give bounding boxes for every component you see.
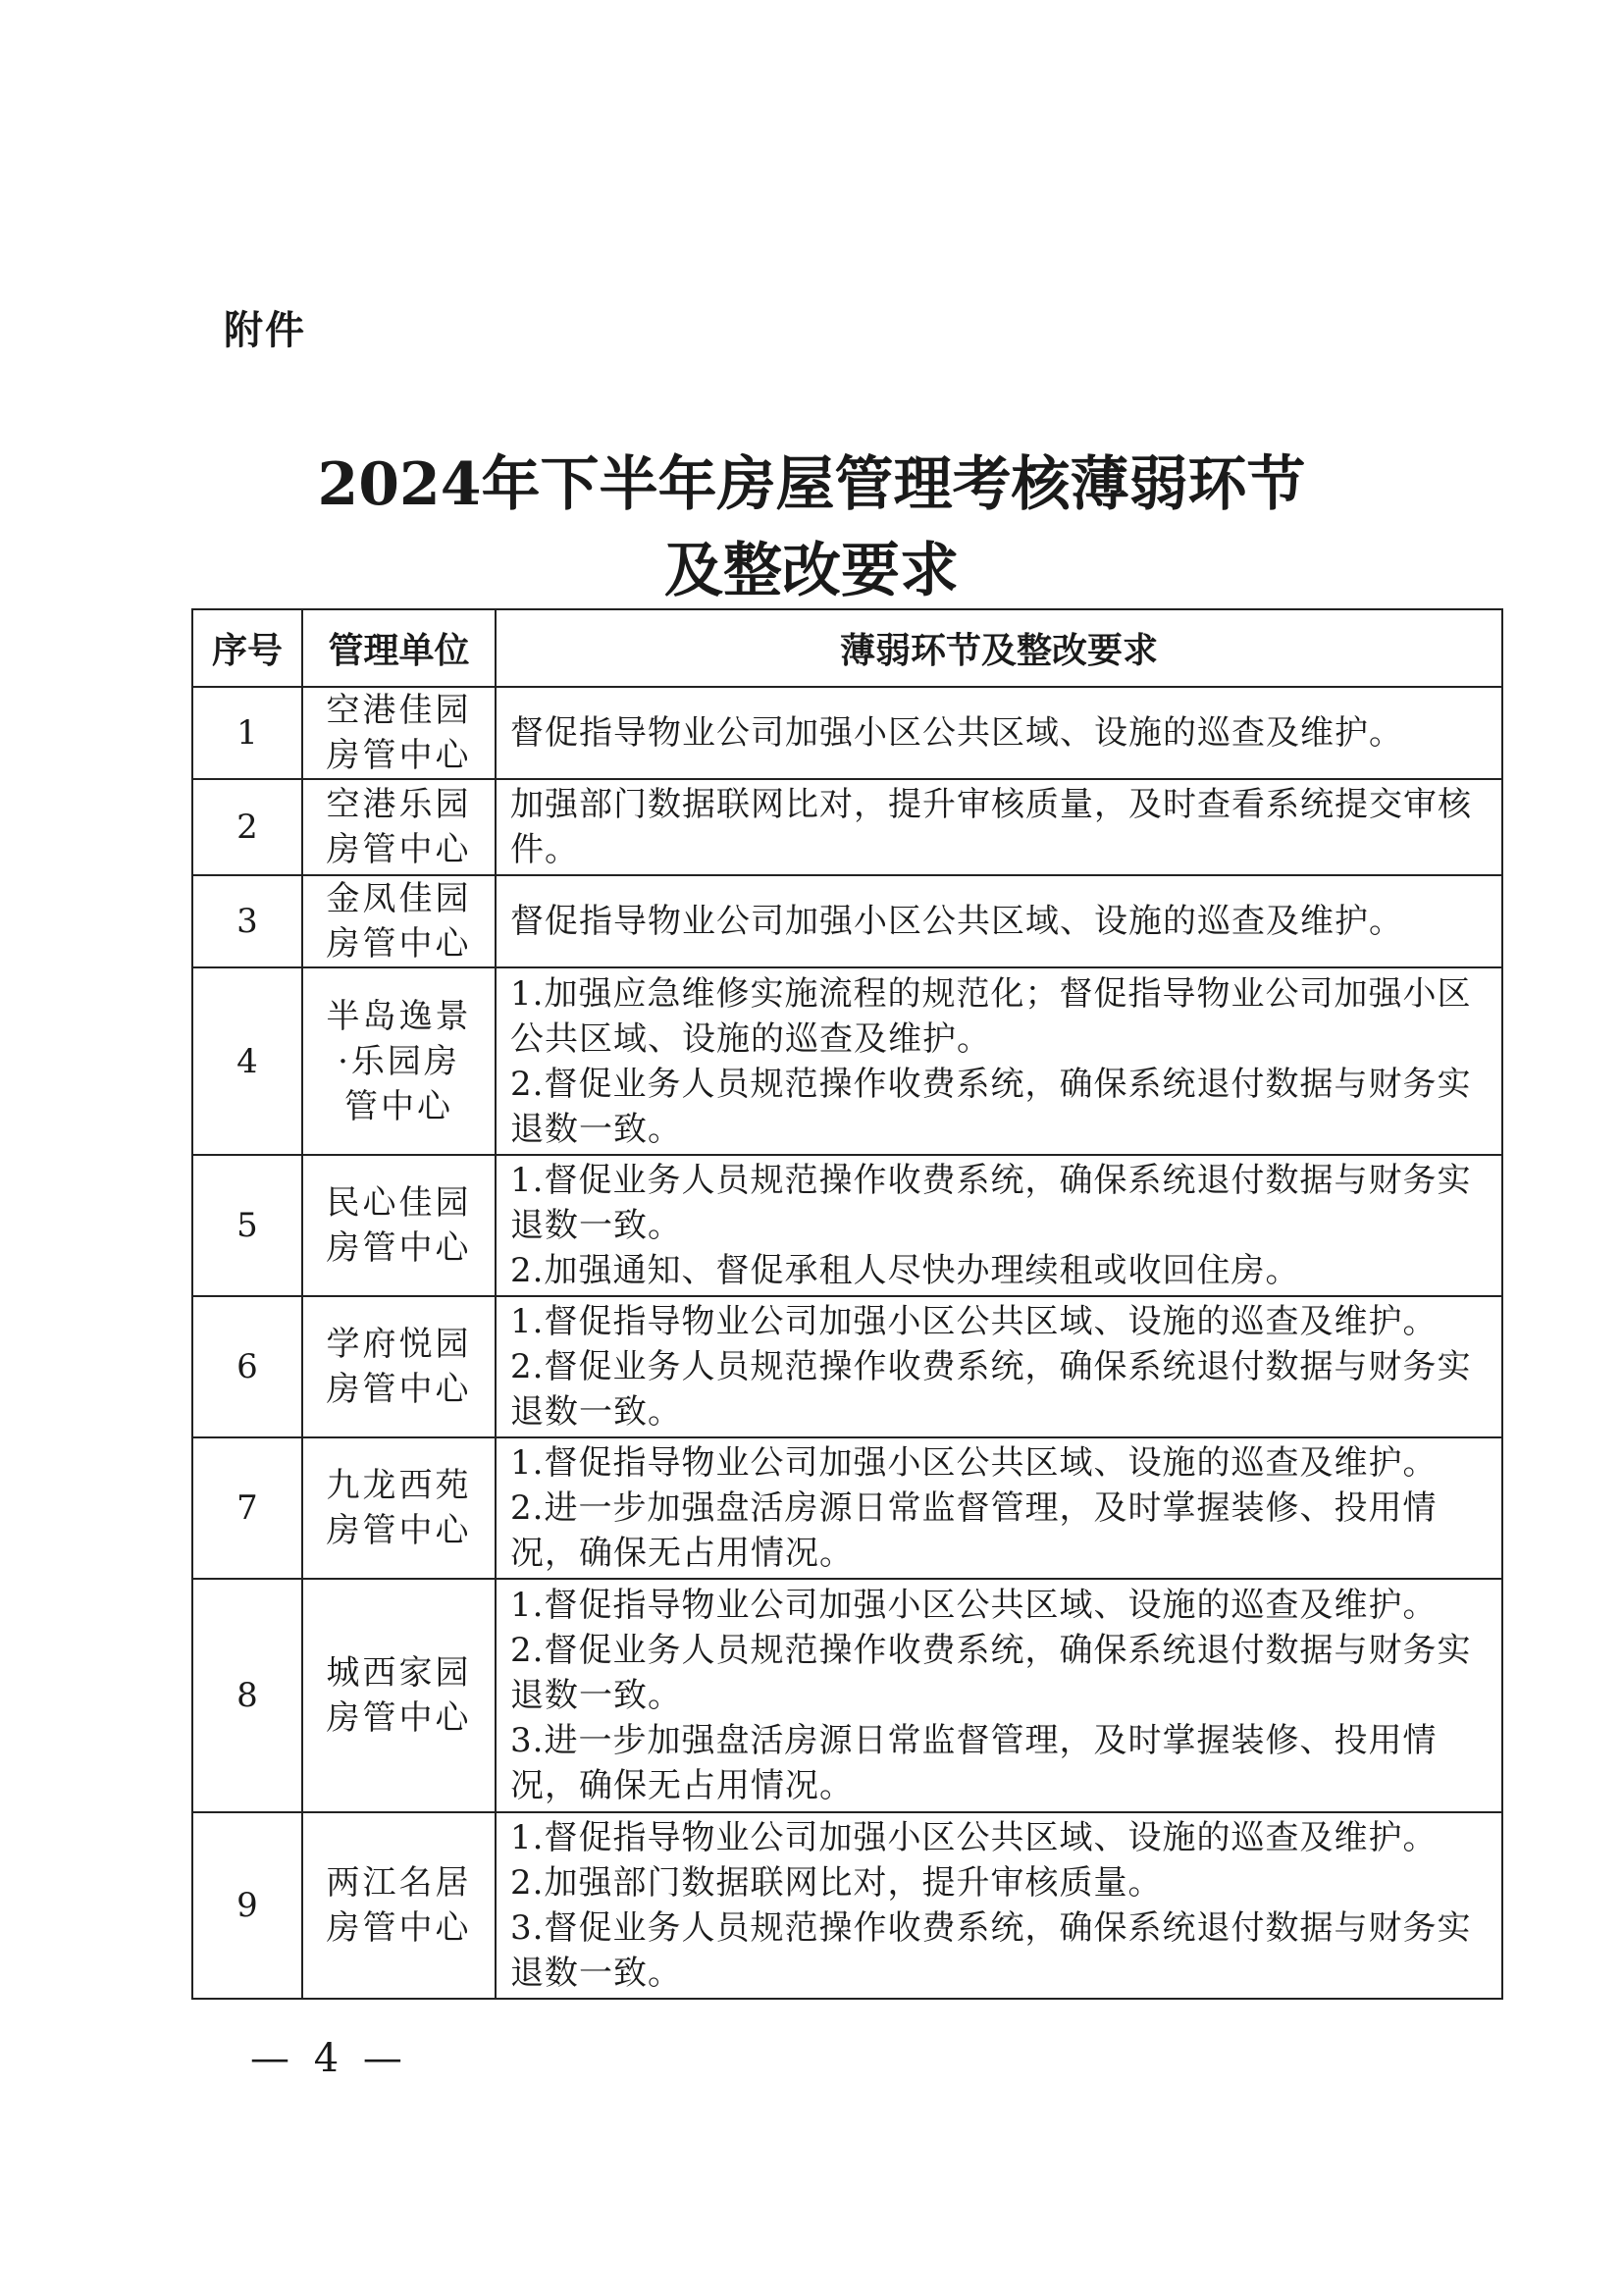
requirements-cell <box>496 1579 1502 1812</box>
unit-line: 房管中心 <box>326 736 472 775</box>
table-row <box>192 1437 1502 1579</box>
management-unit <box>302 687 496 779</box>
unit-line: 房管中心 <box>326 1698 472 1738</box>
row-index: 1 <box>192 687 302 779</box>
document-title <box>0 442 1623 614</box>
table-row <box>192 1155 1502 1296</box>
unit-line: 房管中心 <box>326 1511 472 1550</box>
table-row <box>192 687 1502 779</box>
management-unit <box>302 1296 496 1437</box>
unit-line: 房管中心 <box>326 1370 472 1409</box>
unit-line: 九龙西苑 <box>326 1466 472 1505</box>
requirements-cell <box>496 875 1502 967</box>
requirements-cell <box>496 967 1502 1155</box>
requirement-item: 2.加强部门数据联网比对，提升审核质量。 <box>510 1863 1163 1903</box>
table-row <box>192 1579 1502 1812</box>
requirements-cell <box>496 1296 1502 1437</box>
unit-line: 空港乐园 <box>326 785 472 824</box>
management-unit <box>302 1437 496 1579</box>
assessment-table <box>191 608 1503 2000</box>
unit-line: 半岛逸景 <box>326 996 472 1036</box>
table-row <box>192 1812 1502 1999</box>
requirement-item: 1.督促指导物业公司加强小区公共区域、设施的巡查及维护。 <box>510 1586 1438 1625</box>
unit-line: 房管中心 <box>326 1908 472 1948</box>
row-index: 3 <box>192 875 302 967</box>
requirement-item: 2.督促业务人员规范操作收费系统，确保系统退付数据与财务实退数一致。 <box>510 1631 1472 1715</box>
row-index: 2 <box>192 779 302 875</box>
unit-line: 城西家园 <box>326 1653 472 1693</box>
row-index: 7 <box>192 1437 302 1579</box>
requirement-item: 督促指导物业公司加强小区公共区域、设施的巡查及维护。 <box>510 713 1403 753</box>
requirement-item: 3.进一步加强盘活房源日常监督管理，及时掌握装修、投用情况，确保无占用情况。 <box>510 1721 1438 1805</box>
table-row <box>192 875 1502 967</box>
requirement-item: 2.督促业务人员规范操作收费系统，确保系统退付数据与财务实退数一致。 <box>510 1064 1472 1149</box>
table-row <box>192 967 1502 1155</box>
management-unit <box>302 1812 496 1999</box>
attachment-label: 附件 <box>224 308 306 353</box>
management-unit <box>302 779 496 875</box>
requirement-item: 督促指导物业公司加强小区公共区域、设施的巡查及维护。 <box>510 902 1403 941</box>
requirements-cell <box>496 1812 1502 1999</box>
requirement-item: 1.督促指导物业公司加强小区公共区域、设施的巡查及维护。 <box>510 1818 1438 1857</box>
unit-line: 两江名居 <box>326 1863 472 1903</box>
row-index: 8 <box>192 1579 302 1812</box>
requirement-item: 1.督促业务人员规范操作收费系统，确保系统退付数据与财务实退数一致。 <box>510 1161 1472 1245</box>
unit-line: 房管中心 <box>326 1228 472 1268</box>
requirements-cell <box>496 1437 1502 1579</box>
unit-line: 金凤佳园 <box>326 879 472 918</box>
management-unit <box>302 1579 496 1812</box>
requirement-item: 1.督促指导物业公司加强小区公共区域、设施的巡查及维护。 <box>510 1302 1438 1341</box>
requirement-item: 3.督促业务人员规范操作收费系统，确保系统退付数据与财务实退数一致。 <box>510 1908 1472 1993</box>
table-body <box>192 687 1502 1999</box>
management-unit <box>302 1155 496 1296</box>
unit-line: 学府悦园 <box>326 1325 472 1364</box>
requirement-item: 1.加强应急维修实施流程的规范化；督促指导物业公司加强小区公共区域、设施的巡查及维护。 <box>510 973 1472 1059</box>
management-unit <box>302 875 496 967</box>
requirement-item: 加强部门数据联网比对，提升审核质量，及时查看系统提交审核件。 <box>510 785 1472 869</box>
header-index: 序号 <box>192 609 302 687</box>
header-unit: 管理单位 <box>302 609 496 687</box>
page-number: — 4 — <box>250 2036 408 2081</box>
row-index: 6 <box>192 1296 302 1437</box>
table-row <box>192 1296 1502 1437</box>
row-index: 5 <box>192 1155 302 1296</box>
requirement-item: 2.进一步加强盘活房源日常监督管理，及时掌握装修、投用情况，确保无占用情况。 <box>510 1488 1438 1573</box>
unit-line: 房管中心 <box>326 830 472 869</box>
unit-line: 房管中心 <box>326 924 472 964</box>
requirements-cell <box>496 687 1502 779</box>
requirement-item: 1.督促指导物业公司加强小区公共区域、设施的巡查及维护。 <box>510 1443 1438 1483</box>
title-line-2: 及整改要求 <box>664 537 959 605</box>
requirements-cell <box>496 779 1502 875</box>
unit-line: 空港佳园 <box>326 691 472 730</box>
unit-line: ·乐园房 <box>338 1041 460 1081</box>
row-index: 9 <box>192 1812 302 1999</box>
unit-line: 管中心 <box>344 1086 453 1126</box>
title-line-1: 2024年下半年房屋管理考核薄弱环节 <box>317 450 1306 519</box>
row-index: 4 <box>192 967 302 1155</box>
table-header-row <box>192 609 1502 687</box>
requirement-item: 2.督促业务人员规范操作收费系统，确保系统退付数据与财务实退数一致。 <box>510 1347 1472 1432</box>
table-row <box>192 779 1502 875</box>
header-requirements: 薄弱环节及整改要求 <box>496 609 1502 687</box>
requirements-cell <box>496 1155 1502 1296</box>
requirement-item: 2.加强通知、督促承租人尽快办理续租或收回住房。 <box>510 1251 1300 1290</box>
management-unit <box>302 967 496 1155</box>
unit-line: 民心佳园 <box>326 1183 472 1223</box>
